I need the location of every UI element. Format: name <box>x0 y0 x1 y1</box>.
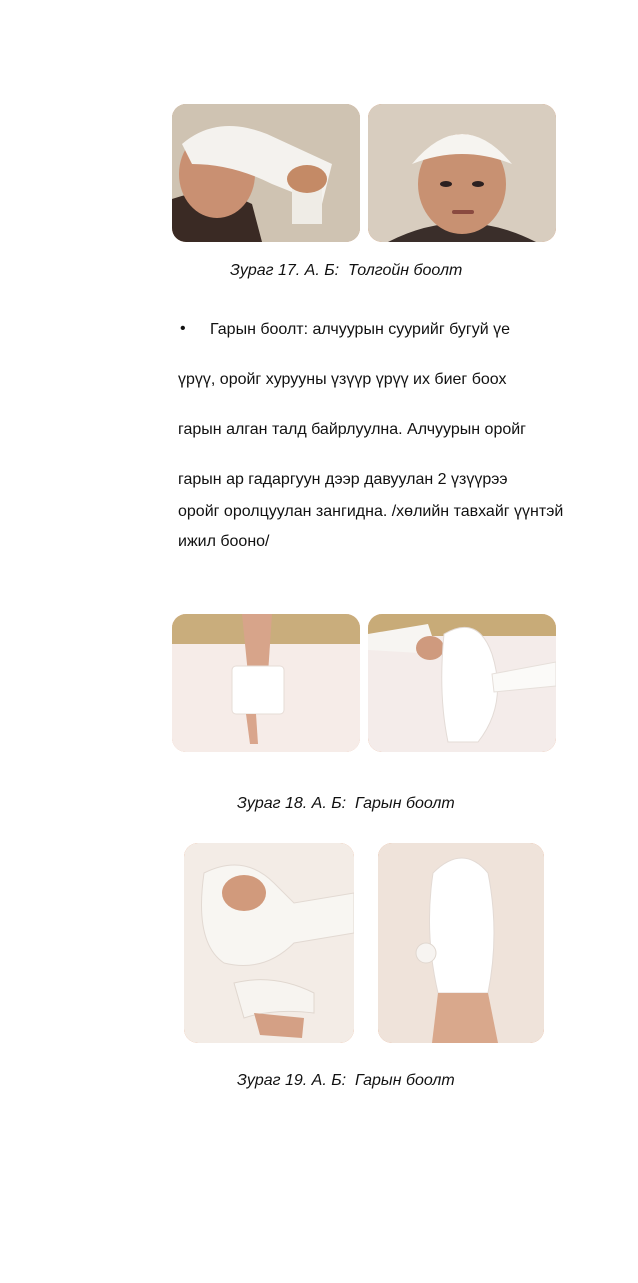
figure-19-caption: Зураг 19. А. Б: Гарын боолт <box>237 1072 455 1089</box>
bullet-point: • <box>180 320 186 337</box>
paragraph-line-1: Гарын боолт: алчуурын суурийг бугуй үе <box>210 321 511 338</box>
paragraph-line-3: гарын алган талд байрлуулна. Алчуурын оройг <box>178 421 527 438</box>
figure-17-photo-b <box>368 104 556 242</box>
figure-19-photo-a <box>184 843 354 1043</box>
paragraph-line-6: ижил бооно/ <box>178 533 270 550</box>
figure-18-photo-a <box>172 614 360 752</box>
paragraph-line-2: үрүү, оройг хурууны үзүүр үрүү их биег боох <box>178 371 507 388</box>
paragraph-line-5: оройг оролцуулан зангидна. /хөлийн тавхайг үүнтэй <box>178 503 564 520</box>
figure-19-photo-b <box>378 843 544 1043</box>
figure-18-caption: Зураг 18. А. Б: Гарын боолт <box>237 795 455 812</box>
figure-17-caption: Зураг 17. А. Б: Толгойн боолт <box>230 262 463 279</box>
figure-18-photo-b <box>368 614 556 752</box>
figure-17-photo-a <box>172 104 360 242</box>
paragraph-line-4: гарын ар гадаргуун дээр давуулан 2 үзүүрээ <box>178 471 508 488</box>
